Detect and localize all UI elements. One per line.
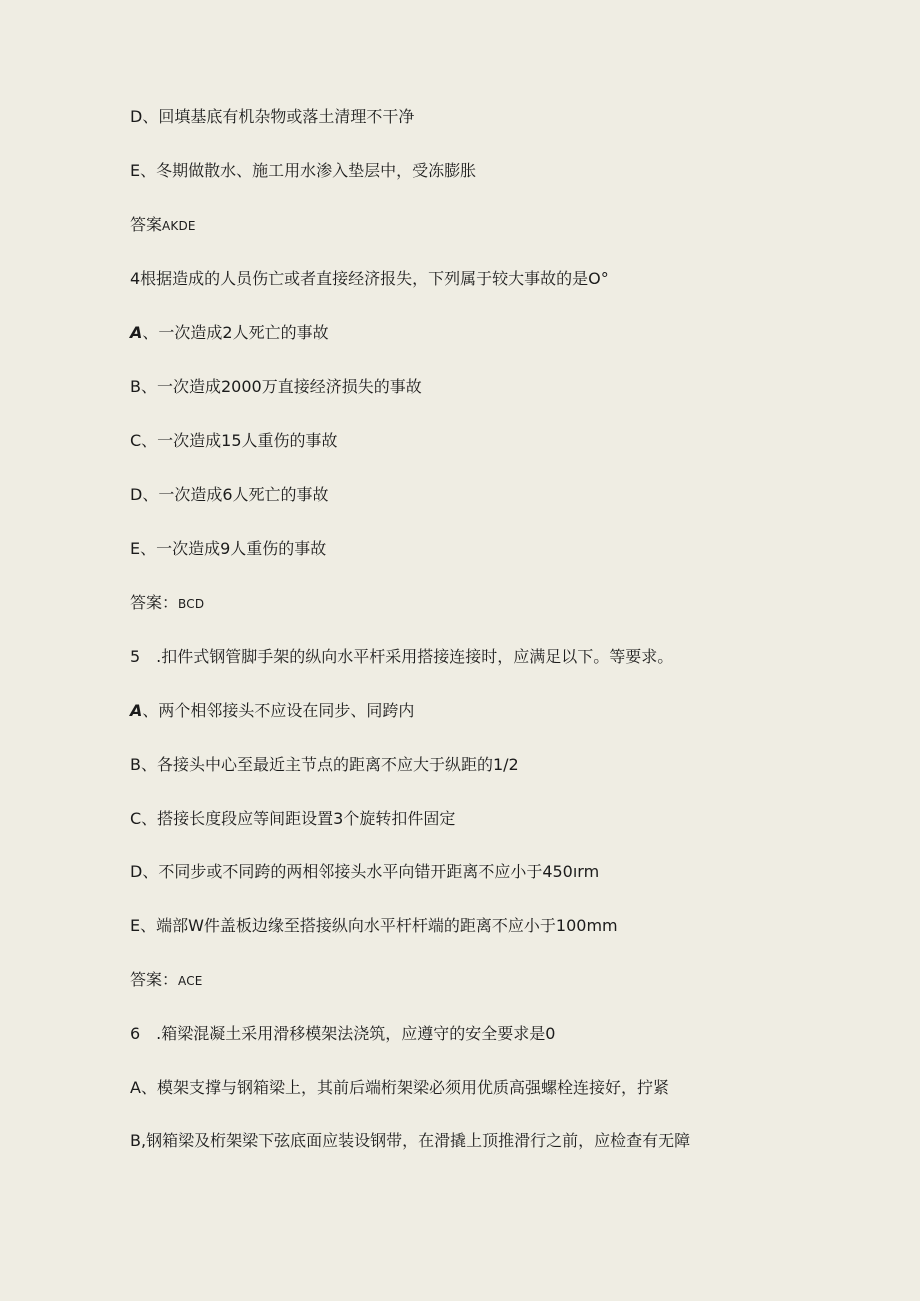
question-5: 5 .扣件式钢管脚手架的纵向水平杆采用搭接连接时，应满足以下。等要求。: [130, 647, 674, 666]
option-a-line: A、一次造成2人死亡的事故: [130, 323, 329, 342]
option-d-line: D、一次造成6人死亡的事故: [130, 485, 329, 504]
answer-line: 答案：ACE: [130, 970, 203, 989]
option-b-line: B、各接头中心至最近主节点的距离不应大于纵距的1/2: [130, 755, 519, 774]
option-e-line: E、冬期做散水、施工用水渗入垫层中，受冻膨胀: [130, 161, 477, 180]
option-c-line: C、一次造成15人重伤的事故: [130, 431, 338, 450]
option-b-line: B、一次造成2000万直接经济损失的事故: [130, 377, 422, 396]
option-e-line: E、一次造成9人重伤的事故: [130, 539, 327, 558]
option-letter: A: [130, 323, 143, 342]
question-6: 6 .箱梁混凝土采用滑移模架法浇筑，应遵守的安全要求是0: [130, 1024, 556, 1043]
answer-line: 答案AKDE: [130, 215, 196, 234]
option-d-line: D、回填基底有机杂物或落土清理不干净: [130, 107, 415, 126]
option-a-line: A、两个相邻接头不应设在同步、同跨内: [130, 701, 415, 720]
option-e-line: E、端部W件盖板边缘至搭接纵向水平杆杆端的距离不应小于100mm: [130, 916, 618, 935]
answer-code: BCD: [178, 597, 205, 611]
option-c-line: C、搭接长度段应等间距设置3个旋转扣件固定: [130, 809, 456, 828]
option-letter: A: [130, 701, 143, 720]
option-a-line: A、模架支撑与钢箱梁上，其前后端桁架梁必须用优质高强螺栓连接好，拧紧: [130, 1078, 669, 1097]
answer-code: ACE: [178, 974, 203, 988]
question-4: 4根据造成的人员伤亡或者直接经济报失，下列属于较大事故的是O°: [130, 269, 609, 288]
answer-line: 答案：BCD: [130, 593, 205, 612]
option-d-line: D、不同步或不同跨的两相邻接头水平向错开距离不应小于450ırm: [130, 862, 600, 881]
option-b-line: B,钢箱梁及桁架梁下弦底面应装设钢带，在滑撬上顶推滑行之前，应检查有无障: [130, 1131, 691, 1150]
answer-code: AKDE: [162, 219, 196, 233]
